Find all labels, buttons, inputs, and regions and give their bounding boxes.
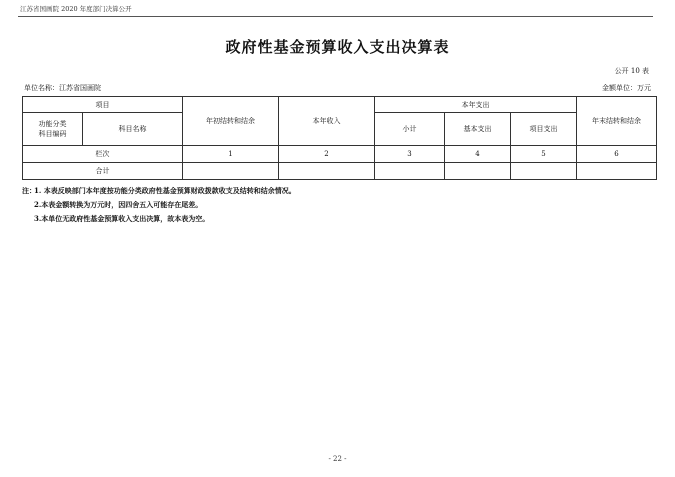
column-label: 栏次: [23, 146, 183, 163]
header-begin-balance: 年初结转和结余: [183, 97, 279, 146]
note-item: [22, 184, 296, 198]
total-cell: [183, 163, 279, 180]
header-expense-group: 本年支出: [375, 97, 577, 113]
page-title: 政府性基金预算收入支出决算表: [225, 38, 450, 56]
amount-unit: 金额单位：万元: [602, 84, 651, 92]
page-number: - 22 -: [328, 455, 347, 463]
total-cell: [279, 163, 375, 180]
column-number: 1: [183, 146, 279, 163]
total-cell: [511, 163, 577, 180]
notes-prefix: 注：: [22, 186, 36, 195]
column-number: 5: [511, 146, 577, 163]
header-subtotal: 小计: [375, 113, 445, 146]
column-number: 2: [279, 146, 375, 163]
header-func-code: 功能分类 科目编码: [23, 113, 83, 146]
unit-name: 单位名称：江苏省国画院: [24, 84, 101, 92]
column-number: 6: [577, 146, 657, 163]
header-subject-name: 科目名称: [83, 113, 183, 146]
header-divider: [18, 16, 653, 17]
note-text: 1. 本表反映部门本年度按功能分类政府性基金预算财政拨款收支及结转和结余情况。: [34, 186, 296, 195]
total-cell: [577, 163, 657, 180]
column-number: 4: [445, 146, 511, 163]
total-cell: [445, 163, 511, 180]
note-text: 2.本表金额转换为万元时，因四舍五入可能存在尾差。: [34, 200, 203, 209]
total-label: 合计: [23, 163, 183, 180]
header-income: 本年收入: [279, 97, 375, 146]
total-cell: [375, 163, 445, 180]
header-basic-expense: 基本支出: [445, 113, 511, 146]
note-text: 3.本单位无政府性基金预算收入支出决算，故本表为空。: [34, 214, 210, 223]
total-row: [23, 163, 657, 180]
header-project-expense: 项目支出: [511, 113, 577, 146]
header-project: 项目: [23, 97, 183, 113]
note-item: [22, 198, 296, 212]
column-number: 3: [375, 146, 445, 163]
header-end-balance: 年末结转和结余: [577, 97, 657, 146]
notes: [22, 184, 296, 226]
note-item: [22, 212, 296, 226]
table-number: 公开 10 表: [614, 67, 649, 75]
running-header: 江苏省国画院 2020 年度部门决算公开: [20, 5, 132, 13]
column-number-row: [23, 146, 657, 163]
budget-table: [22, 96, 657, 180]
